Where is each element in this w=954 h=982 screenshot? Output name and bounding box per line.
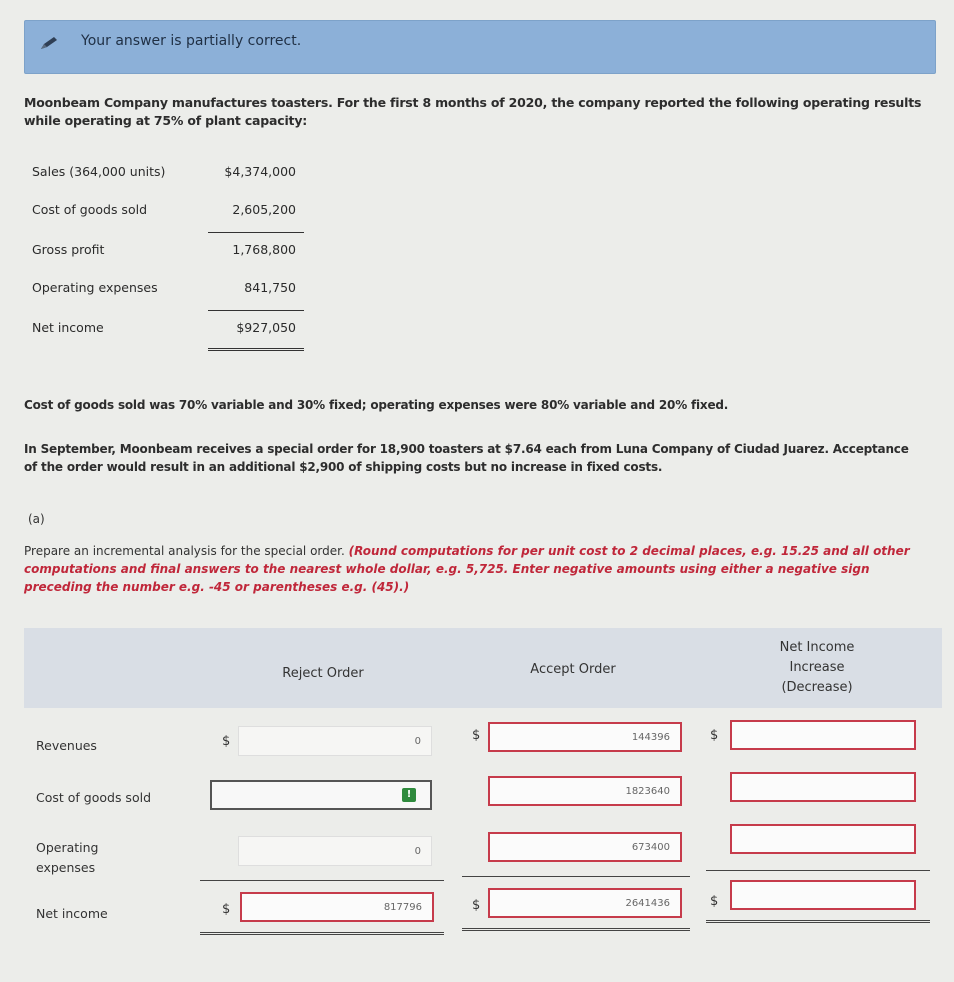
part-label: (a)	[28, 512, 45, 526]
subtotal-line	[200, 880, 444, 881]
fin-value: $4,374,000	[224, 164, 296, 179]
currency-symbol: $	[472, 728, 481, 743]
revenues-net-input[interactable]	[730, 720, 916, 750]
fin-label: Gross profit	[32, 242, 105, 257]
header-reject-order: Reject Order	[282, 666, 364, 681]
net-income-accept-input[interactable]	[488, 888, 682, 918]
cost-behavior-note: Cost of goods sold was 70% variable and 30% fixed; operating expenses were 80% variable and 20% fixed.	[24, 398, 729, 412]
fin-value: 841,750	[244, 280, 296, 295]
total-double-line	[706, 920, 930, 923]
currency-symbol: $	[710, 894, 719, 909]
instructions-text: Prepare an incremental analysis for the special order.	[24, 544, 349, 558]
fin-row-cogs	[32, 202, 312, 222]
subtotal-line	[706, 870, 930, 871]
row-label-operating-expenses: Operating expenses	[36, 840, 99, 875]
special-order-note: In September, Moonbeam receives a special order for 18,900 toasters at $7.64 each from Luna Company of Ciudad Juarez. Acceptance of the order would result in an additional $2,900 of shipping costs but no increase in fixed costs.	[24, 442, 909, 474]
fin-label: Net income	[32, 320, 104, 335]
subtotal-line	[208, 232, 304, 233]
error-icon: !	[402, 788, 416, 802]
row-label-cogs: Cost of goods sold	[36, 790, 152, 805]
cogs-accept-input[interactable]	[488, 776, 682, 806]
net-income-reject-input[interactable]	[240, 892, 434, 922]
subtotal-line	[462, 876, 690, 877]
fin-row-gross-profit	[32, 242, 312, 262]
header-accept-order: Accept Order	[530, 662, 616, 677]
fin-value: 1,768,800	[232, 242, 296, 257]
total-double-line	[462, 928, 690, 931]
fin-label: Cost of goods sold	[32, 202, 148, 217]
cogs-net-input[interactable]	[730, 772, 916, 802]
fin-value: 2,605,200	[232, 202, 296, 217]
opex-accept-input[interactable]	[488, 832, 682, 862]
net-income-net-input[interactable]	[730, 880, 916, 910]
instructions	[24, 542, 914, 596]
problem-intro: Moonbeam Company manufactures toasters. For the first 8 months of 2020, the company reported the following operating results while operating at 75% of plant capacity:	[24, 95, 922, 128]
fin-label: Operating expenses	[32, 280, 158, 295]
cogs-reject-input[interactable]	[210, 780, 432, 810]
currency-symbol: $	[222, 734, 231, 749]
fin-row-operating-expenses	[32, 280, 312, 300]
row-label-revenues: Revenues	[36, 738, 97, 753]
currency-symbol: $	[222, 902, 231, 917]
header-net-income-change: Net Income Increase (Decrease)	[779, 640, 855, 695]
pencil-icon	[39, 35, 59, 51]
revenues-reject-input[interactable]	[238, 726, 432, 756]
instructions-rounding-note: (Round computations for per unit cost to 2 decimal places, e.g. 15.25 and all other computations and final answers to the nearest whole dollar, e.g. 5,725. Enter negative amounts using either a negative sign preceding the number e.g. -45 or parentheses e.g. (45).)	[24, 544, 910, 594]
revenues-accept-input[interactable]	[488, 722, 682, 752]
opex-reject-input[interactable]	[238, 836, 432, 866]
fin-label: Sales (364,000 units)	[32, 164, 166, 179]
total-double-line	[200, 932, 444, 935]
fin-row-sales	[32, 164, 312, 184]
subtotal-line	[208, 310, 304, 311]
row-label-net-income: Net income	[36, 906, 108, 921]
feedback-message: Your answer is partially correct.	[81, 33, 302, 49]
currency-symbol: $	[472, 898, 481, 913]
fin-row-net-income	[32, 320, 312, 340]
total-double-line	[208, 348, 304, 351]
currency-symbol: $	[710, 728, 719, 743]
fin-value: $927,050	[236, 320, 296, 335]
opex-net-input[interactable]	[730, 824, 916, 854]
feedback-banner	[24, 20, 936, 74]
